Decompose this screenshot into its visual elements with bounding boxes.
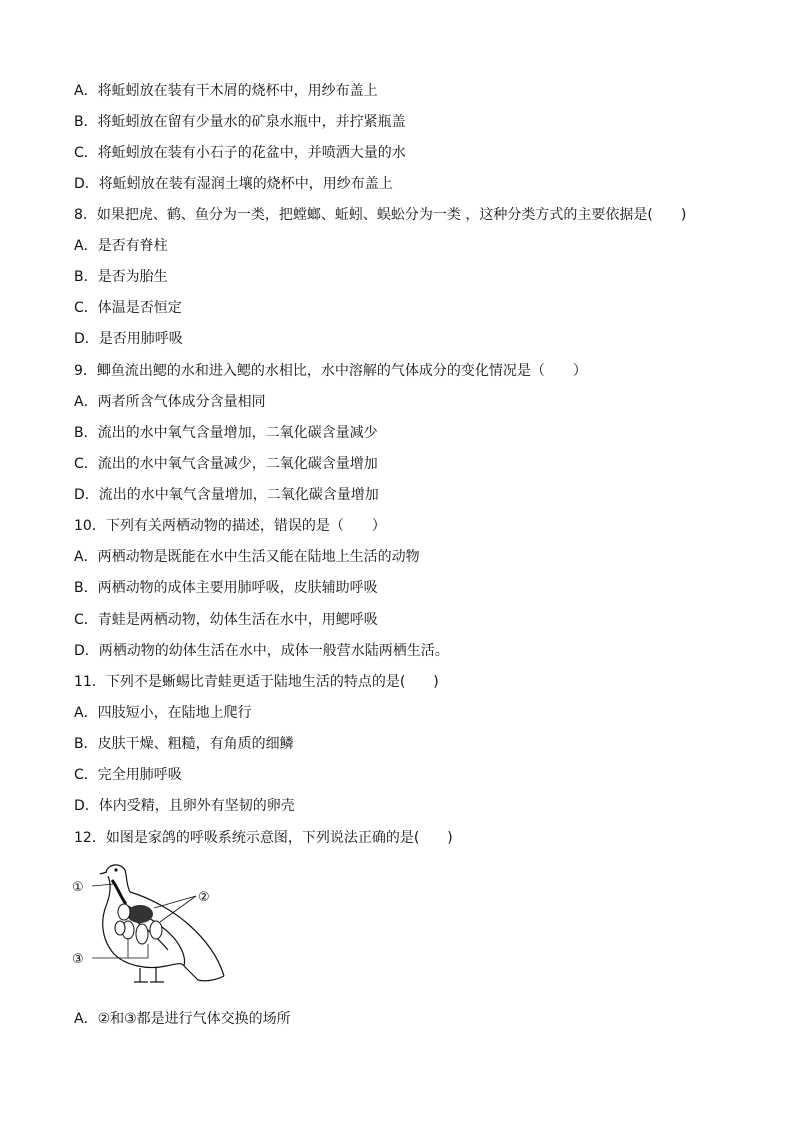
q9-option-b[interactable]: B．流出的水中氧气含量增加，二氧化碳含量减少 [74,425,378,441]
q7-option-d[interactable]: D．将蚯蚓放在装有湿润土壤的烧杯中，用纱布盖上 [74,176,393,192]
q10-option-b[interactable]: B．两栖动物的成体主要用肺呼吸，皮肤辅助呼吸 [74,580,378,596]
q12-option-a[interactable]: A．②和③都是进行气体交换的场所 [74,1011,291,1027]
label-1: ① [72,880,84,895]
q10-option-d[interactable]: D．两栖动物的幼体生活在水中，成体一般营水陆两栖生活。 [74,643,449,659]
q7-option-c[interactable]: C．将蚯蚓放在装有小石子的花盆中，并喷洒大量的水 [74,145,406,161]
q11-option-c[interactable]: C．完全用肺呼吸 [74,767,182,783]
q12-stem: 12．如图是家鸽的呼吸系统示意图，下列说法正确的是( ) [74,830,453,846]
q9-stem: 9．鲫鱼流出鳃的水和进入鳃的水相比，水中溶解的气体成分的变化情况是（ ） [74,363,587,379]
q11-option-a[interactable]: A．四肢短小，在陆地上爬行 [74,705,252,721]
lungs [127,905,153,923]
q8-option-d[interactable]: D．是否用肺呼吸 [74,331,183,347]
q11-stem: 11．下列不是蜥蜴比青蛙更适于陆地生活的特点的是( ) [74,674,439,690]
pigeon-respiratory-diagram [70,858,230,993]
label-2: ② [198,890,210,905]
q9-option-d[interactable]: D．流出的水中氧气含量增加，二氧化碳含量增加 [74,487,379,503]
q7-option-a[interactable]: A．将蚯蚓放在装有干木屑的烧杯中，用纱布盖上 [74,83,378,99]
label-3: ③ [72,952,84,967]
q8-option-c[interactable]: C．体温是否恒定 [74,300,182,316]
q10-stem: 10．下列有关两栖动物的描述，错误的是（ ） [74,518,386,534]
q11-option-b[interactable]: B．皮肤干燥、粗糙，有角质的细鳞 [74,736,294,752]
q9-option-c[interactable]: C．流出的水中氧气含量减少，二氧化碳含量增加 [74,456,378,472]
q11-option-d[interactable]: D．体内受精，且卵外有坚韧的卵壳 [74,798,295,814]
q10-option-a[interactable]: A．两栖动物是既能在水中生活又能在陆地上生活的动物 [74,549,420,565]
q9-option-a[interactable]: A．两者所含气体成分含量相同 [74,394,266,410]
q8-stem: 8．如果把虎、鹤、鱼分为一类，把螳螂、蚯蚓、蜈蚣分为一类 ，这种分类方式的主要依据是( ) [74,207,687,223]
trachea [112,880,126,904]
pigeon-eye [114,868,117,871]
q10-option-c[interactable]: C．青蛙是两栖动物，幼体生活在水中，用鳃呼吸 [74,612,378,628]
q8-option-a[interactable]: A．是否有脊柱 [74,238,168,254]
q8-option-b[interactable]: B．是否为胎生 [74,269,168,285]
q7-option-b[interactable]: B．将蚯蚓放在留有少量水的矿泉水瓶中，并拧紧瓶盖 [74,114,406,130]
